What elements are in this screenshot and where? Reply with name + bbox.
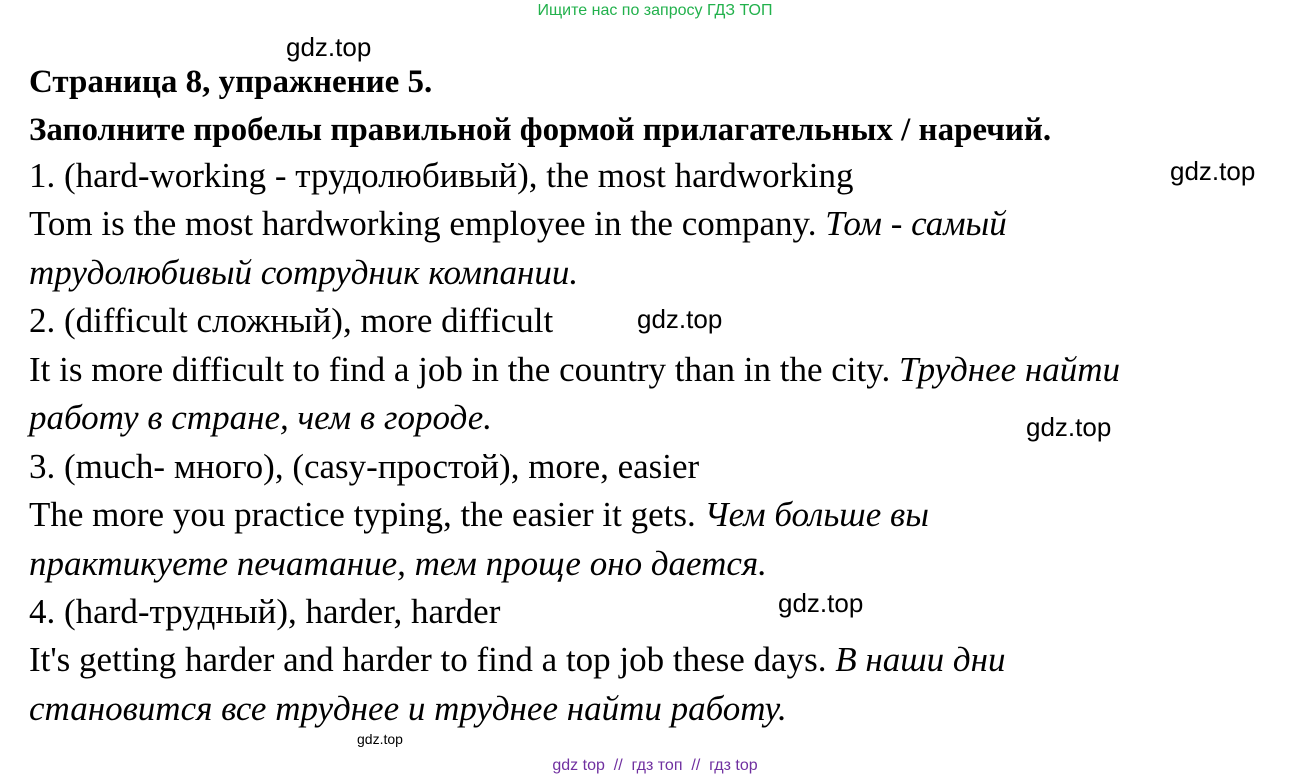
sentence-4: It's getting harder and harder to find a top job these days. <box>29 640 827 679</box>
answer-4: 4. (hard-трудный), harder, harder <box>29 592 501 631</box>
translation-3-start: Чем больше вы <box>704 495 929 534</box>
watermark: gdz.top <box>357 731 403 747</box>
sentence-2-line <box>29 352 1120 387</box>
sentence-1: Tom is the most hardworking employee in the company. <box>29 204 817 243</box>
page-title: Страница 8, упражнение 5. <box>29 64 433 100</box>
watermark: gdz.top <box>286 32 372 62</box>
watermark: gdz.top <box>1170 156 1256 186</box>
answer-3: 3. (much- много), (casy-простой), more, easier <box>29 447 700 486</box>
answer-2: 2. (difficult сложный), more difficult <box>29 301 554 340</box>
translation-3-end: практикуете печатание, тем проще оно дается. <box>29 544 767 583</box>
top-banner: Ищите нас по запросу ГДЗ ТОП <box>537 2 773 19</box>
sentence-3: The more you practice typing, the easier it gets. <box>29 495 696 534</box>
translation-4-start: В наши дни <box>835 640 1006 679</box>
footer-links[interactable]: gdz top // гдз топ // гдз top <box>552 757 758 774</box>
answer-1: 1. (hard-working - трудолюбивый), the most hardworking <box>29 156 854 195</box>
watermark: gdz.top <box>778 588 864 618</box>
task-instruction: Заполните пробелы правильной формой прилагательных / наречий. <box>29 112 1052 148</box>
sentence-3-line <box>29 497 929 532</box>
translation-1-start: Том - самый <box>825 204 1007 243</box>
translation-2-end: работу в стране, чем в городе. <box>29 398 492 437</box>
sentence-4-line <box>29 642 1005 677</box>
translation-2-start: Труднее найти <box>898 350 1121 389</box>
watermark: gdz.top <box>1026 412 1112 442</box>
translation-1-end: трудолюбивый сотрудник компании. <box>29 253 579 292</box>
translation-4-end: становится все труднее и труднее найти работу. <box>29 689 787 728</box>
sentence-2: It is more difficult to find a job in the country than in the city. <box>29 350 891 389</box>
watermark: gdz.top <box>637 304 723 334</box>
sentence-1-line <box>29 206 1007 241</box>
